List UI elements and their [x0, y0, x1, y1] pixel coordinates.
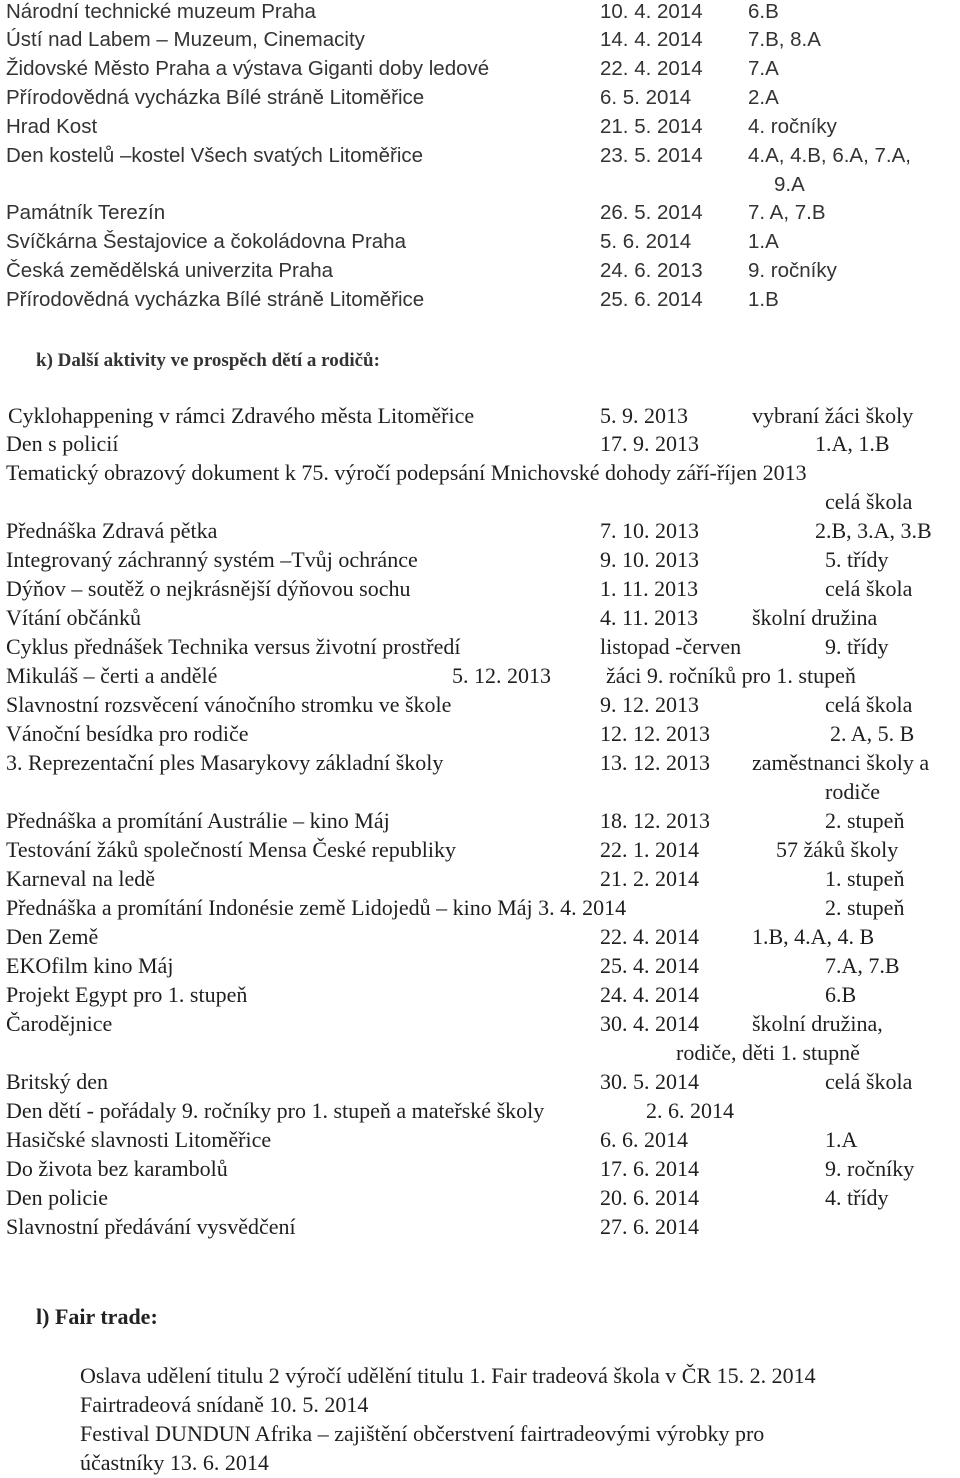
visit-date: 21. 5. 2014 — [600, 115, 703, 138]
activity-participants: 9. třídy — [825, 634, 889, 659]
visit-date: 24. 6. 2013 — [600, 259, 703, 282]
activity-date: 5. 9. 2013 — [600, 403, 688, 428]
activity-date: 20. 6. 2014 — [600, 1185, 699, 1210]
activity-participants: zaměstnanci školy a — [752, 750, 930, 775]
visit-date: 26. 5. 2014 — [600, 201, 703, 224]
visit-name: Památník Terezín — [6, 201, 166, 224]
activity-name: Vánoční besídka pro rodiče — [6, 721, 249, 746]
visit-class: 1.A — [748, 230, 779, 253]
activity-participants: školní družina — [752, 605, 878, 630]
visit-name: Přírodovědná vycházka Bílé stráně Litoměřice — [6, 288, 425, 311]
activity-name: Přednáška Zdravá pětka — [6, 518, 218, 543]
visit-class: 7. A, 7.B — [748, 201, 826, 224]
visit-class: 1.B — [748, 288, 779, 311]
activity-date: 30. 4. 2014 — [600, 1011, 699, 1036]
visit-class: 4. ročníky — [748, 115, 837, 138]
activity-date: 17. 9. 2013 — [600, 431, 699, 456]
visit-date: 25. 6. 2014 — [600, 288, 703, 311]
visit-name: Přírodovědná vycházka Bílé stráně Litoměřice — [6, 86, 425, 109]
activity-date: 24. 4. 2014 — [600, 982, 699, 1007]
section-l-heading: l) Fair trade: — [36, 1304, 158, 1329]
activity-participants: 1. stupeň — [825, 866, 905, 891]
visit-class: 7.A — [748, 57, 779, 80]
activity-name: Britský den — [6, 1069, 109, 1094]
activity-name: Slavnostní rozsvěcení vánočního stromku ve škole — [6, 692, 452, 717]
activity-name: Projekt Egypt pro 1. stupeň — [6, 982, 248, 1007]
section-k-heading: k) Další aktivity ve prospěch dětí a rodičů: — [36, 350, 380, 371]
visit-date: 22. 4. 2014 — [600, 57, 703, 80]
activity-name: Den dětí - pořádaly 9. ročníky pro 1. stupeň a mateřské školy — [6, 1098, 545, 1123]
activity-name: Přednáška a promítání Indonésie země Lidojedů – kino Máj 3. 4. 2014 — [6, 895, 627, 920]
visit-name: Národní technické muzeum Praha — [6, 0, 316, 23]
activity-participants: 6.B — [825, 982, 857, 1007]
visit-date: 5. 6. 2014 — [600, 230, 692, 253]
activity-date: 22. 1. 2014 — [600, 837, 699, 862]
activity-date: 6. 6. 2014 — [600, 1127, 688, 1152]
activity-participants: 57 žáků školy — [776, 837, 899, 862]
activity-participants: 1.B, 4.A, 4. B — [752, 924, 875, 949]
fairtrade-item: Festival DUNDUN Afrika – zajištění občerstvení fairtradeovými výrobky pro — [80, 1421, 765, 1446]
visit-class: 9. ročníky — [748, 259, 837, 282]
activity-participants-continued: rodiče — [825, 779, 880, 804]
fairtrade-item: účastníky 13. 6. 2014 — [80, 1450, 269, 1475]
activity-participants: 2. stupeň — [825, 895, 905, 920]
activity-date: 5. 12. 2013 — [452, 663, 551, 688]
activity-name: EKOfilm kino Máj — [6, 953, 174, 978]
visit-name: Židovské Město Praha a výstava Giganti doby ledové — [6, 57, 490, 80]
activity-participants: žáci 9. ročníků pro 1. stupeň — [606, 663, 856, 688]
activity-date: 21. 2. 2014 — [600, 866, 699, 891]
visit-class: 6.B — [748, 0, 779, 23]
activity-participants: 4. třídy — [825, 1185, 889, 1210]
activity-participants: celá škola — [825, 489, 913, 514]
activity-name: 3. Reprezentační ples Masarykovy základní školy — [6, 750, 444, 775]
activity-name: Integrovaný záchranný systém –Tvůj ochránce — [6, 547, 418, 572]
activity-date: 25. 4. 2014 — [600, 953, 699, 978]
activity-participants: 1.A, 1.B — [815, 431, 890, 456]
activity-date: 2. 6. 2014 — [646, 1098, 734, 1123]
visit-date: 6. 5. 2014 — [600, 86, 692, 109]
activity-name: Čarodějnice — [6, 1011, 113, 1036]
activity-participants: 1.A — [825, 1127, 858, 1152]
visit-name: Hrad Kost — [6, 115, 98, 138]
activity-date: 9. 12. 2013 — [600, 692, 699, 717]
visit-class-continued: 9.A — [774, 173, 805, 196]
activity-date: 30. 5. 2014 — [600, 1069, 699, 1094]
activity-participants: celá škola — [825, 692, 913, 717]
activity-participants: 5. třídy — [825, 547, 889, 572]
activity-date: 18. 12. 2013 — [600, 808, 710, 833]
activity-name: Mikuláš – čerti a andělé — [6, 663, 218, 688]
activity-participants: 7.A, 7.B — [825, 953, 900, 978]
activity-date: 27. 6. 2014 — [600, 1214, 699, 1239]
activity-date: 22. 4. 2014 — [600, 924, 699, 949]
activity-participants: vybraní žáci školy — [752, 403, 914, 428]
activity-name: Cyklus přednášek Technika versus životní prostředí — [6, 634, 461, 659]
visit-date: 14. 4. 2014 — [600, 28, 703, 51]
activity-date: 17. 6. 2014 — [600, 1156, 699, 1181]
visit-name: Česká zemědělská univerzita Praha — [6, 259, 334, 282]
visit-class: 2.A — [748, 86, 779, 109]
visit-class: 4.A, 4.B, 6.A, 7.A, — [748, 144, 911, 167]
activity-participants-continued: rodiče, děti 1. stupně — [676, 1040, 860, 1065]
activity-name: Vítání občánků — [6, 605, 142, 630]
activity-participants: 2. A, 5. B — [830, 721, 915, 746]
activity-name: Dýňov – soutěž o nejkrásnější dýňovou sochu — [6, 576, 411, 601]
activity-participants: celá škola — [825, 576, 913, 601]
activity-name: Den Země — [6, 924, 99, 949]
visit-date: 10. 4. 2014 — [600, 0, 703, 23]
activity-date: 1. 11. 2013 — [600, 576, 699, 601]
fairtrade-item: Fairtradeová snídaně 10. 5. 2014 — [80, 1392, 369, 1417]
activity-participants: 2.B, 3.A, 3.B — [815, 518, 932, 543]
visit-name: Ústí nad Labem – Muzeum, Cinemacity — [6, 28, 365, 51]
activity-participants: celá škola — [825, 1069, 913, 1094]
activity-date: 4. 11. 2013 — [600, 605, 699, 630]
activity-date: 12. 12. 2013 — [600, 721, 710, 746]
fairtrade-item: Oslava udělení titulu 2 výročí udělění titulu 1. Fair tradeová škola v ČR 15. 2. 2014 — [80, 1363, 816, 1388]
activity-date: 13. 12. 2013 — [600, 750, 710, 775]
activity-name: Cyklohappening v rámci Zdravého města Litoměřice — [8, 403, 475, 428]
activity-name: Přednáška a promítání Austrálie – kino Máj — [6, 808, 390, 833]
activity-name: Den s policií — [6, 431, 119, 456]
activity-name: Karneval na ledě — [6, 866, 156, 891]
activity-name: Testování žáků společností Mensa České republiky — [6, 837, 456, 862]
activity-name: Tematický obrazový dokument k 75. výročí podepsání Mnichovské dohody září-říjen 2013 — [6, 460, 807, 485]
activity-name: Slavnostní předávání vysvědčení — [6, 1214, 296, 1239]
activity-date: listopad -červen — [600, 634, 742, 659]
activity-name: Den policie — [6, 1185, 109, 1210]
visit-date: 23. 5. 2014 — [600, 144, 703, 167]
activity-date: 7. 10. 2013 — [600, 518, 699, 543]
activity-name: Do života bez karambolů — [6, 1156, 228, 1181]
activity-participants: 2. stupeň — [825, 808, 905, 833]
activity-participants: školní družina, — [752, 1011, 883, 1036]
activity-date: 9. 10. 2013 — [600, 547, 699, 572]
activity-participants: 9. ročníky — [825, 1156, 915, 1181]
visit-name: Den kostelů –kostel Všech svatých Litoměřice — [6, 144, 424, 167]
visit-class: 7.B, 8.A — [748, 28, 821, 51]
visit-name: Svíčkárna Šestajovice a čokoládovna Praha — [6, 230, 406, 253]
activity-name: Hasičské slavnosti Litoměřice — [6, 1127, 272, 1152]
